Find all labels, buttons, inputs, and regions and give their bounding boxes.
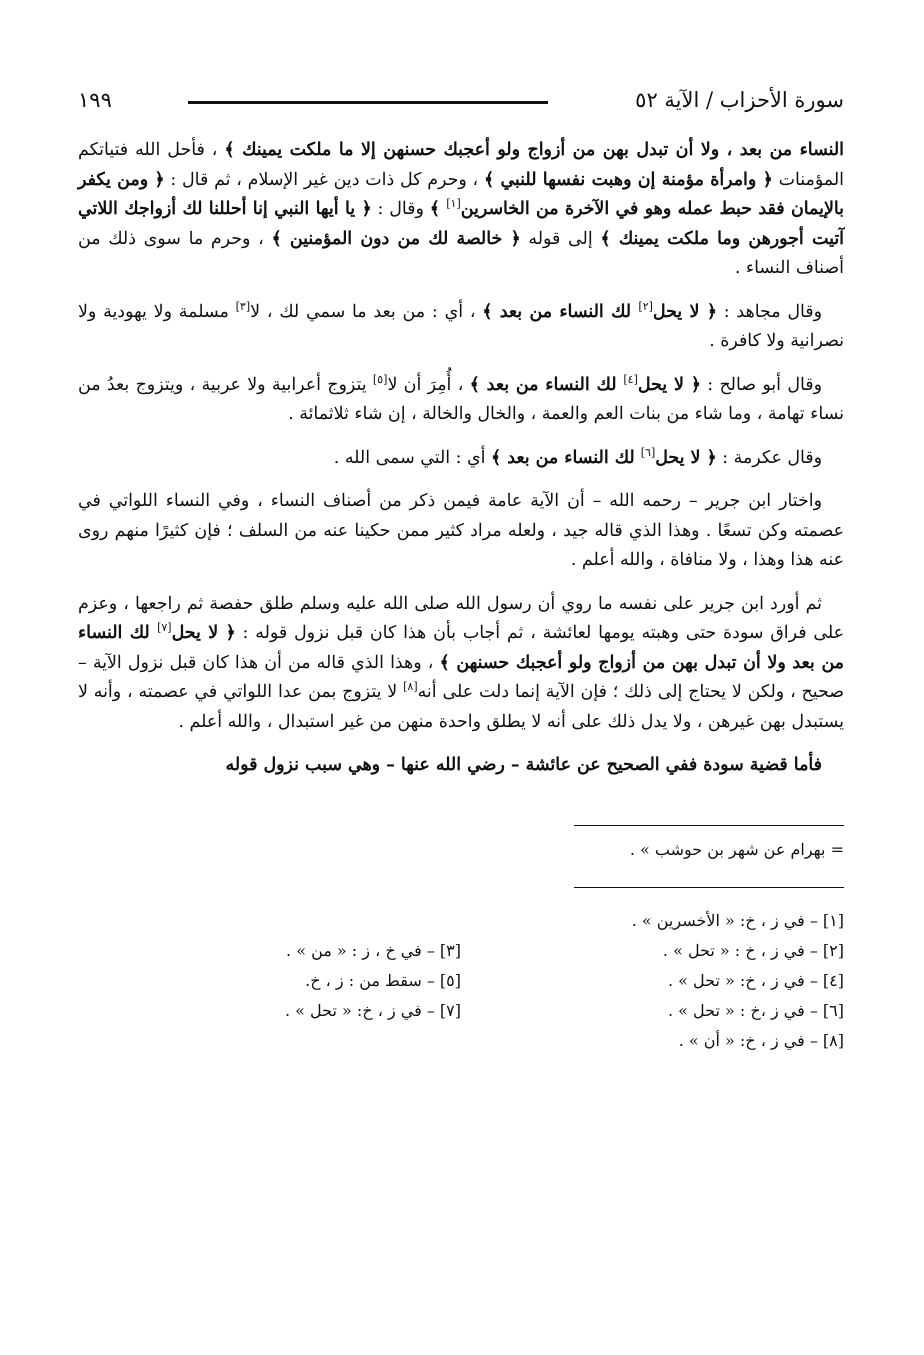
footnote: [٦] – في ز ،خ : « تحل » . <box>667 1000 844 1020</box>
paragraph <box>78 371 844 430</box>
footnote-marker: [٥] <box>372 372 388 386</box>
paragraph <box>78 136 844 284</box>
text-run: ، وحرم ما سوى ذلك من أصناف النساء . <box>78 228 844 278</box>
paragraph <box>78 590 844 738</box>
paragraph <box>78 444 844 474</box>
text-run: لا يتزوج بمن عدا اللواتي في عصمته ، وأنه لا يستبدل بهن غيرهن ، ولا يدل ذلك على أنه لا يطلق واحدة منهن من غير استبدال ، والله أعلم . <box>78 682 844 732</box>
text-run: واختار ابن جرير – رحمه الله – أن الآية عامة فيمن ذكر من أصناف النساء ، وفي النساء اللواتي في عصمته وكن تسعًا . وهذا الذي قاله جيد ، ولعله مراد كثير ممن حكينا عنه من السلف ؛ فإن كثيرًا منهم روى عنه هذا وهذا ، ولا منافاة ، والله أعلم . <box>78 491 844 570</box>
running-title: سورة الأحزاب / الآية ٥٢ <box>635 88 844 112</box>
page-number: ١٩٩ <box>78 88 112 112</box>
text-run: يتزوج أعرابية ولا عربية ، ويتزوج بعدُ من نساء تهامة ، وما شاء من بنات العم والعمة ، والخال والخالة ، إن شاء ثلاثمائة . <box>78 374 844 424</box>
header-rule <box>188 101 548 104</box>
footnote: [١] – في ز ، خ: « الأخسرين » . <box>631 910 844 930</box>
quran-quote: لك النساء من بعد ﴾ <box>469 374 624 395</box>
text-run: وقال عكرمة : <box>716 447 822 468</box>
footnote-marker: [٢] <box>638 299 653 313</box>
quran-quote: ﴿ وامرأة مؤمنة إن وهبت نفسها للنبي ﴾ <box>483 169 773 190</box>
text-run: وقال أبو صالح : <box>700 374 822 395</box>
footnote-separator <box>574 825 844 826</box>
page-header <box>78 78 844 112</box>
footnote: [٢] – في ز ، خ : « تحل » . <box>662 940 844 960</box>
footnote-marker: [١] <box>446 197 461 211</box>
quran-quote: ﴿ لا يحل <box>637 374 701 395</box>
text-run: أي : التي سمى الله . <box>333 447 492 468</box>
quran-quote: فأما قضية سودة ففي الصحيح عن عائشة – رضي الله عنها – وهي سبب نزول قوله <box>225 755 822 775</box>
paragraph <box>78 487 844 576</box>
quran-quote: ﴿ لا يحل <box>171 623 236 643</box>
quran-quote: ﴿ ومن يكفر بالإيمان فقد حبط عمله وهو في الآخرة من الخاسرين <box>78 169 844 219</box>
footnotes-right-column <box>461 906 844 1056</box>
quran-quote: ﴿ يا أيها النبي إنا أحللنا لك أزواجك اللاتي آتيت أجورهن وما ملكت يمينك ﴾ <box>78 199 844 249</box>
paragraph <box>78 751 844 781</box>
quran-quote: لك النساء من بعد ﴾ <box>491 447 641 468</box>
quran-quote: ﴾ <box>429 199 447 219</box>
quran-quote: ﴿ لا يحل <box>652 301 717 322</box>
quran-quote: لك النساء من بعد ولا أن تبدل بهن من أزواج ولو أعجبك حسنهن ﴾ <box>78 623 844 673</box>
text-run: ، أي : من بعد ما سمي لك ، لا <box>250 301 483 322</box>
footnote: [٣] – في خ ، ز : « من » . <box>286 940 461 960</box>
text-run: ثم أورد ابن جرير على نفسه ما روي أن رسول الله صلى الله عليه وسلم طلق حفصة ثم راجعها ، وعزم على فراق سودة حتى وهبته يومها لعائشة ، ثم أجاب بأن هذا كان قبل نزول قوله : <box>78 593 844 643</box>
text-run: إلى قوله <box>520 228 601 249</box>
quran-quote: ﴿ لا يحل <box>655 447 717 468</box>
text-run: مسلمة ولا يهودية ولا نصرانية ولا كافرة . <box>78 301 844 351</box>
footnotes <box>78 906 844 1056</box>
quran-quote: ﴿ خالصة لك من دون المؤمنين ﴾ <box>271 228 521 249</box>
footnote-separator-2 <box>574 887 844 888</box>
text-run: ، وهذا الذي قاله من أن هذا كان قبل نزول الآية – صحيح ، ولكن لا يحتاج إلى ذلك ؛ فإن الآية إنما دلت على أنه <box>78 652 844 702</box>
quran-quote: النساء من بعد ، ولا أن تبدل بهن من أزواج ولو أعجبك حسنهن إلا ما ملكت يمينك ﴾ <box>224 140 844 160</box>
footnote-marker: [٦] <box>640 445 656 459</box>
paragraph <box>78 298 844 357</box>
footnote-marker: [٨] <box>403 680 418 694</box>
footnotes-left-column <box>78 906 461 1056</box>
footnote-continuation: = بهرام عن شهر بن حوشب » . <box>629 839 844 859</box>
footnote-marker: [٤] <box>623 372 638 386</box>
footnote-marker: [٣] <box>235 299 251 313</box>
footnote: [٤] – في ز ، خ: « تحل » . <box>667 970 844 990</box>
text-run: وقال مجاهد : <box>716 301 823 322</box>
main-text <box>78 136 844 781</box>
footnote: [٧] – في ز ، خ: « تحل » . <box>284 1000 461 1020</box>
footnote: [٥] – سقط من : ز ، خ. <box>305 970 461 990</box>
text-run: وقال : <box>371 199 430 219</box>
text-run: ، أُمِرَ أن لا <box>387 374 470 395</box>
text-run: ، وحرم كل ذات دين غير الإسلام ، ثم قال : <box>164 169 484 190</box>
footnote-marker: [٧] <box>157 621 172 635</box>
quran-quote: لك النساء من بعد ﴾ <box>482 301 639 322</box>
footnote: [٨] – في ز ، خ: « أن » . <box>678 1030 844 1050</box>
text-run: ، فأحل الله فتياتكم المؤمنات <box>78 140 844 190</box>
